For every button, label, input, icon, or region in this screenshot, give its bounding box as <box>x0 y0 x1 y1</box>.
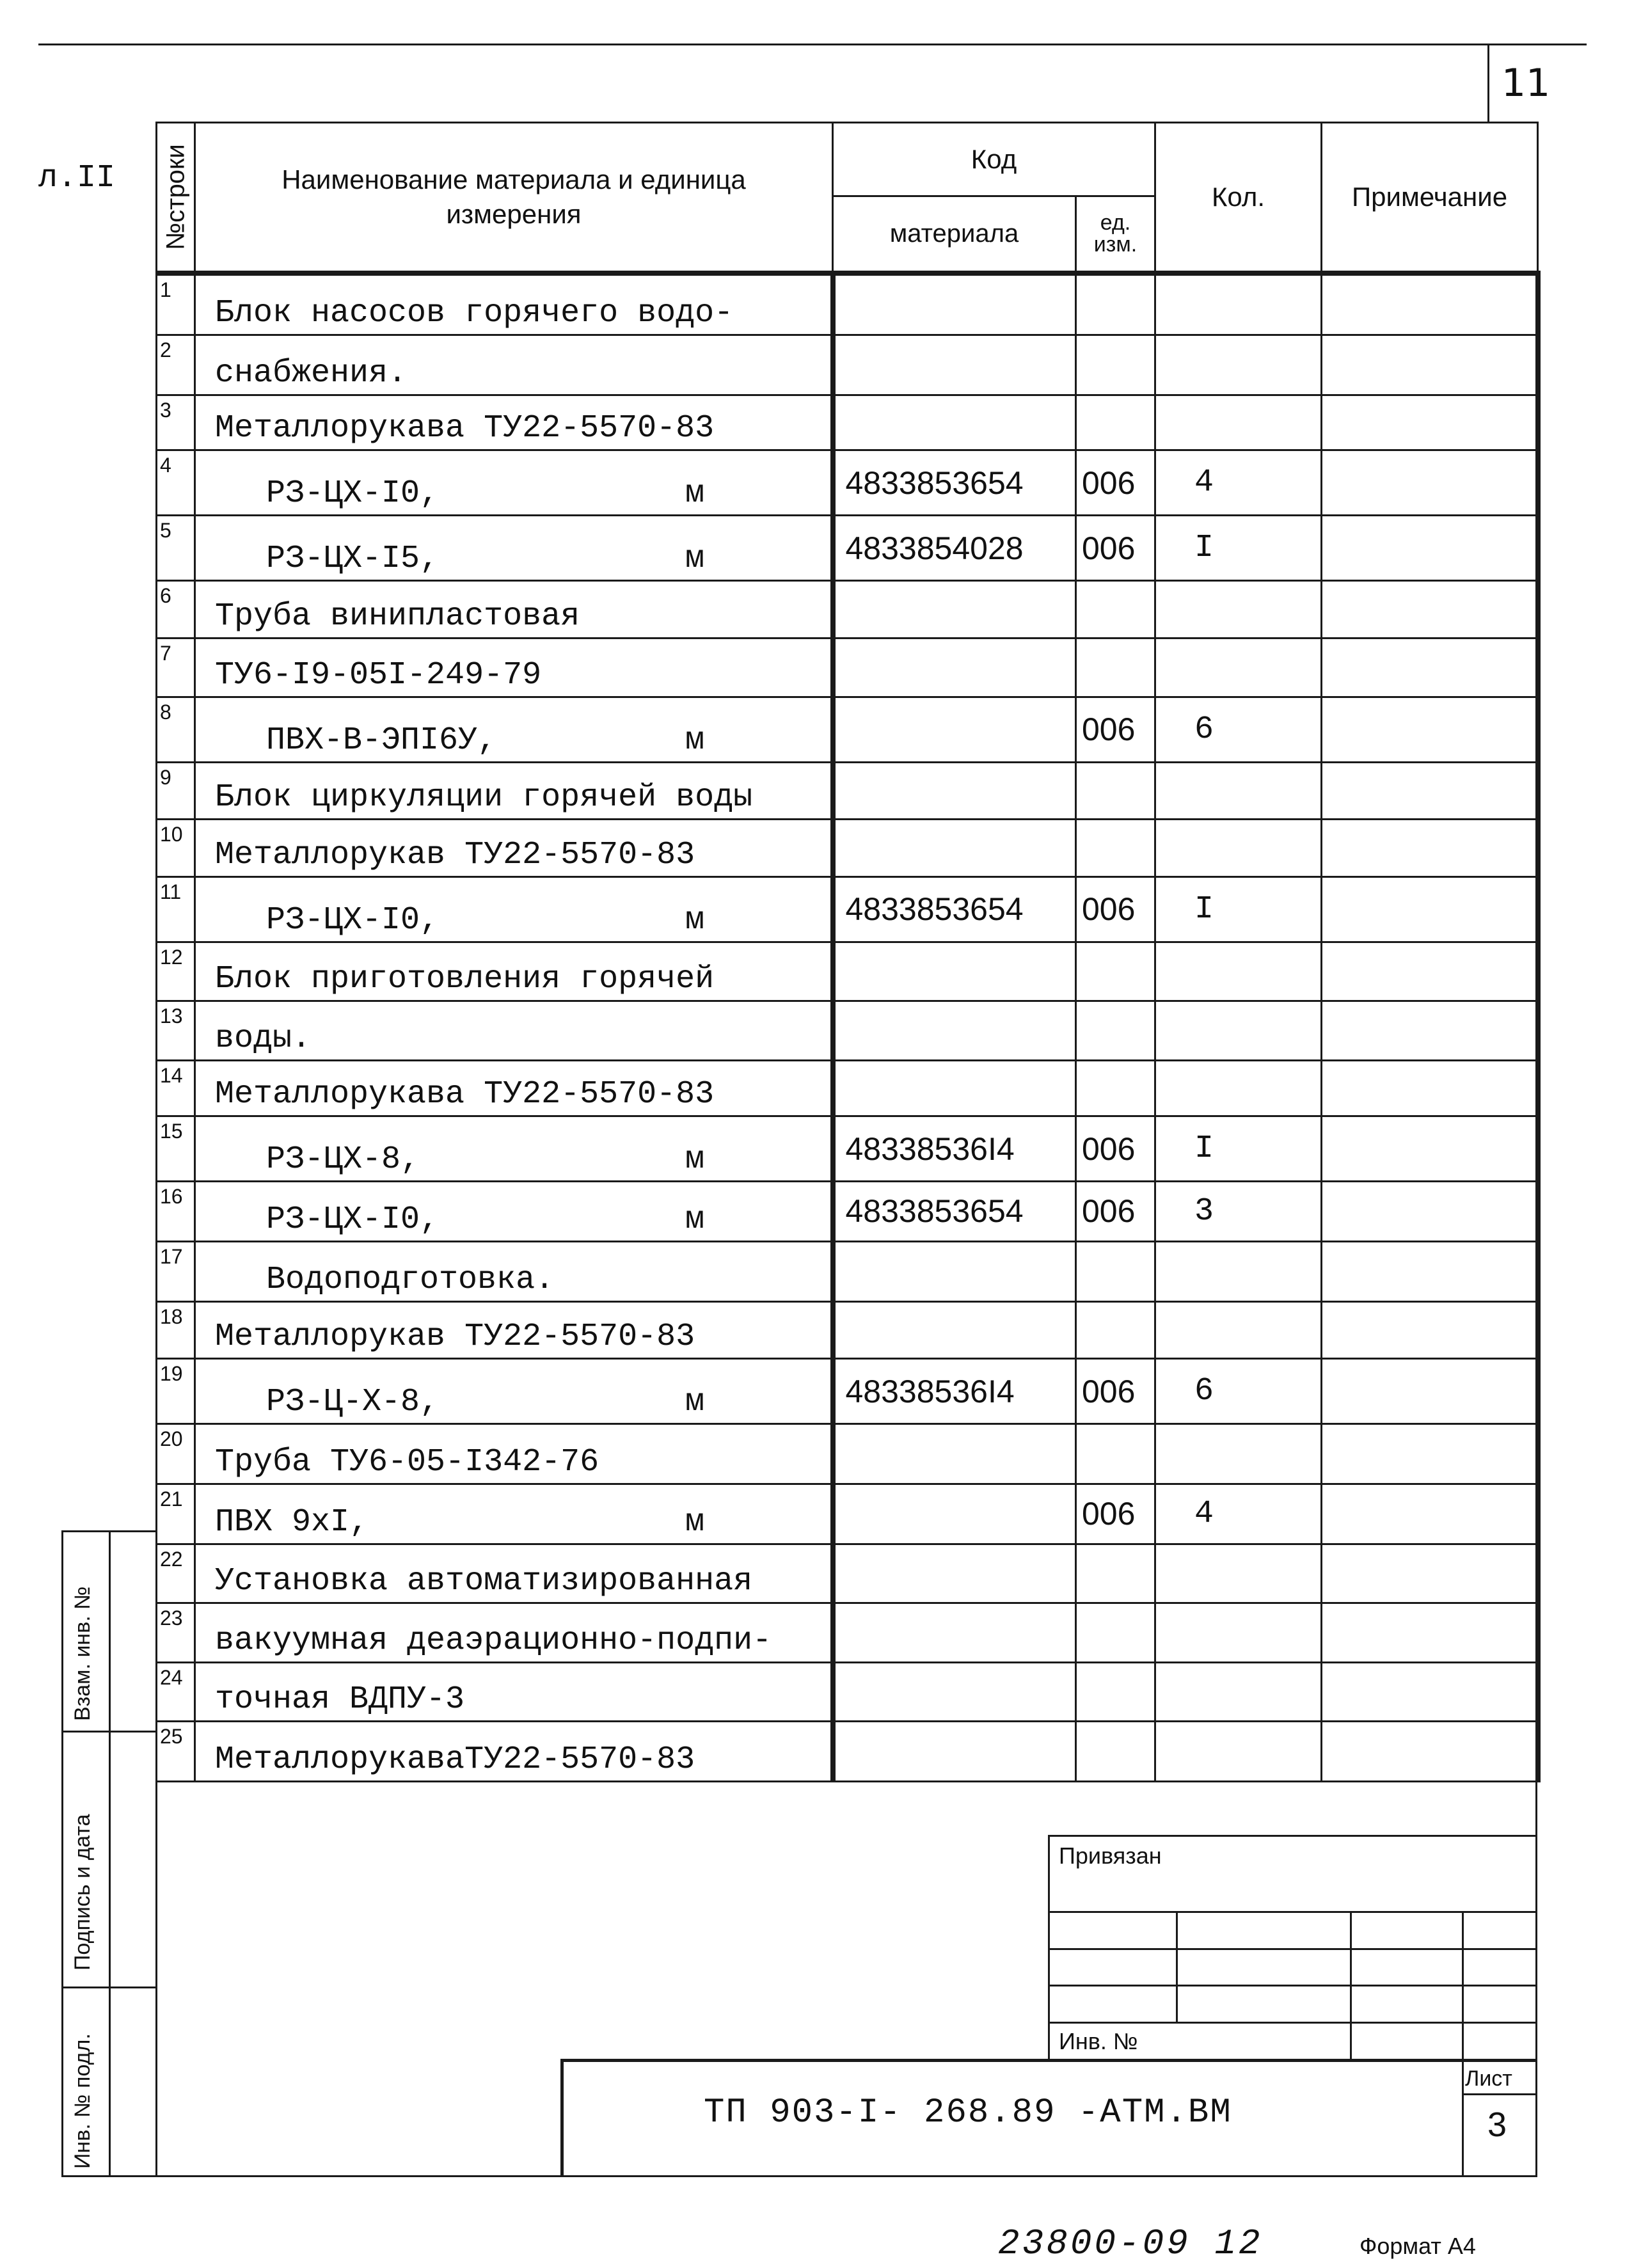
material-name-text: РЗ-ЦХ-8, <box>266 1141 420 1178</box>
row-number: 4 <box>157 450 195 516</box>
material-unit: м <box>685 1503 705 1541</box>
table-row <box>157 1241 1538 1301</box>
material-name-text: Блок циркуляции горячей воды <box>215 779 753 816</box>
material-code <box>833 1663 1076 1722</box>
sheet-cell-sep <box>1462 2093 1535 2095</box>
note <box>1322 1181 1538 1241</box>
material-name-text: РЗ-ЦХ-I0, <box>266 1201 440 1238</box>
quantity: 6 <box>1155 697 1322 762</box>
row-number: 9 <box>157 762 195 820</box>
table-row <box>157 581 1538 638</box>
note <box>1322 820 1538 877</box>
material-name-text: РЗ-ЦХ-I5, <box>266 541 440 578</box>
quantity <box>1155 942 1322 1001</box>
quantity: I <box>1155 876 1322 942</box>
note <box>1322 942 1538 1001</box>
material-code: 48338536I4 <box>833 1359 1076 1424</box>
table-row <box>157 876 1538 942</box>
table-row <box>157 1116 1538 1182</box>
quantity <box>1155 638 1322 697</box>
sheet-number: 3 <box>1487 2105 1507 2144</box>
material-name <box>195 450 833 516</box>
quantity <box>1155 1001 1322 1061</box>
material-name <box>195 1001 833 1061</box>
note <box>1322 335 1538 395</box>
uom-code: 006 <box>1076 1359 1155 1424</box>
uom-code <box>1076 1722 1155 1782</box>
page-number-divider <box>1487 44 1489 122</box>
material-name-text: Металлорукав ТУ22-5570-83 <box>215 836 695 873</box>
quantity: 4 <box>1155 450 1322 516</box>
material-name-text: Блок приготовления горячей <box>215 960 715 997</box>
row-number: 8 <box>157 697 195 762</box>
row-number: 14 <box>157 1061 195 1116</box>
material-unit: м <box>685 1141 705 1178</box>
material-name <box>195 1301 833 1359</box>
material-code <box>833 1722 1076 1782</box>
material-code <box>833 335 1076 395</box>
attached-label: Привязан <box>1059 1843 1162 1869</box>
attached-top-line <box>1048 1835 1535 1837</box>
material-name-text: РЗ-Ц-Х-8, <box>266 1384 440 1421</box>
note <box>1322 762 1538 820</box>
quantity <box>1155 581 1322 638</box>
material-code <box>833 942 1076 1001</box>
row-number: 18 <box>157 1301 195 1359</box>
material-name-text: МеталлорукаваТУ22-5570-83 <box>215 1741 695 1778</box>
uom-code <box>1076 1603 1155 1663</box>
table-row <box>157 697 1538 762</box>
material-name <box>195 942 833 1001</box>
material-name-text: Металлорукава ТУ22-5570-83 <box>215 1076 715 1113</box>
row-number: 5 <box>157 516 195 581</box>
table-header <box>157 123 1538 273</box>
uom-code: 006 <box>1076 1181 1155 1241</box>
quantity <box>1155 1603 1322 1663</box>
quantity <box>1155 762 1322 820</box>
material-name-text: Металлорукав ТУ22-5570-83 <box>215 1319 695 1356</box>
header-qty: Кол. <box>1155 123 1322 273</box>
row-number: 2 <box>157 335 195 395</box>
table-row <box>157 516 1538 581</box>
header-material-code: материала <box>833 196 1076 273</box>
quantity: 3 <box>1155 1181 1322 1241</box>
table-row <box>157 335 1538 395</box>
quantity <box>1155 1301 1322 1359</box>
material-name <box>195 581 833 638</box>
uom-code <box>1076 335 1155 395</box>
row-number: 16 <box>157 1181 195 1241</box>
material-unit: м <box>685 901 705 939</box>
row-number: 21 <box>157 1484 195 1544</box>
table-row <box>157 1001 1538 1061</box>
material-code <box>833 395 1076 450</box>
quantity <box>1155 1241 1322 1301</box>
table-row <box>157 1301 1538 1359</box>
material-name <box>195 516 833 581</box>
inv-no-label: Инв. № <box>1059 2028 1138 2054</box>
material-code <box>833 1424 1076 1484</box>
sheet-cell-left-line <box>1462 2059 1464 2177</box>
note <box>1322 876 1538 942</box>
note <box>1322 1603 1538 1663</box>
material-unit: м <box>685 475 705 512</box>
table-row <box>157 450 1538 516</box>
material-code <box>833 762 1076 820</box>
stamp-top-line <box>61 1530 157 1532</box>
replace-inv-label: Взам. инв. № <box>70 1586 95 1721</box>
uom-code <box>1076 820 1155 877</box>
header-row-number: №строки <box>157 123 195 273</box>
quantity <box>1155 1722 1322 1782</box>
material-code <box>833 1241 1076 1301</box>
material-name <box>195 335 833 395</box>
quantity <box>1155 395 1322 450</box>
uom-code <box>1076 273 1155 335</box>
material-code: 48338536I4 <box>833 1116 1076 1182</box>
row-number: 7 <box>157 638 195 697</box>
material-name <box>195 395 833 450</box>
material-code <box>833 1603 1076 1663</box>
table-row <box>157 1061 1538 1116</box>
note <box>1322 450 1538 516</box>
note <box>1322 697 1538 762</box>
table-row <box>157 1544 1538 1603</box>
sheet-label: Лист <box>1465 2066 1512 2091</box>
material-code <box>833 1544 1076 1603</box>
quantity: 4 <box>1155 1484 1322 1544</box>
attached-col-2 <box>1350 1911 1352 2059</box>
material-name-text: РЗ-ЦХ-I0, <box>266 475 440 512</box>
header-code: Код <box>833 123 1155 196</box>
material-code <box>833 1484 1076 1544</box>
code-block-top-line <box>560 2059 1535 2062</box>
table-row <box>157 762 1538 820</box>
note <box>1322 1663 1538 1722</box>
note <box>1322 516 1538 581</box>
quantity: 6 <box>1155 1359 1322 1424</box>
material-name <box>195 762 833 820</box>
material-code: 4833853654 <box>833 1181 1076 1241</box>
uom-code <box>1076 638 1155 697</box>
note <box>1322 1424 1538 1484</box>
material-code <box>833 1301 1076 1359</box>
table-row <box>157 1484 1538 1544</box>
row-number: 25 <box>157 1722 195 1782</box>
uom-code <box>1076 762 1155 820</box>
material-name <box>195 1061 833 1116</box>
uom-code <box>1076 942 1155 1001</box>
note <box>1322 1484 1538 1544</box>
row-number: 17 <box>157 1241 195 1301</box>
table-body <box>157 273 1538 1782</box>
uom-code: 006 <box>1076 450 1155 516</box>
material-code <box>833 1001 1076 1061</box>
uom-code <box>1076 1544 1155 1603</box>
uom-code <box>1076 1241 1155 1301</box>
stamp-mid-line <box>109 1530 111 2177</box>
row-number: 20 <box>157 1424 195 1484</box>
stamp-sep-1 <box>61 1731 157 1733</box>
material-code: 4833853654 <box>833 450 1076 516</box>
note <box>1322 1359 1538 1424</box>
material-code <box>833 820 1076 877</box>
uom-code <box>1076 1424 1155 1484</box>
table-row <box>157 820 1538 877</box>
frame-bottom-line <box>155 2175 1537 2177</box>
material-name <box>195 1424 833 1484</box>
uom-code: 006 <box>1076 697 1155 762</box>
attached-left-line <box>1048 1835 1050 2059</box>
material-name <box>195 1116 833 1182</box>
row-number: 10 <box>157 820 195 877</box>
row-number: 3 <box>157 395 195 450</box>
material-code <box>833 273 1076 335</box>
material-name <box>195 1181 833 1241</box>
row-number: 1 <box>157 273 195 335</box>
material-name-text: ТУ6-I9-05I-249-79 <box>215 656 542 694</box>
material-name <box>195 697 833 762</box>
uom-code: 006 <box>1076 1116 1155 1182</box>
material-name <box>195 1544 833 1603</box>
material-unit: м <box>685 1384 705 1421</box>
quantity <box>1155 273 1322 335</box>
material-name-text: Водоподготовка. <box>266 1261 555 1298</box>
material-code: 4833853654 <box>833 876 1076 942</box>
material-name-text: РЗ-ЦХ-I0, <box>266 901 440 939</box>
quantity <box>1155 1061 1322 1116</box>
table-label: л.II <box>38 160 116 196</box>
stamp-bottom-line <box>61 2175 157 2177</box>
material-name-text: Металлорукава ТУ22-5570-83 <box>215 410 715 447</box>
table-row <box>157 1359 1538 1424</box>
attached-col-3 <box>1462 1911 1464 2059</box>
material-name <box>195 1603 833 1663</box>
material-name-text: воды. <box>215 1020 312 1058</box>
row-number: 11 <box>157 876 195 942</box>
code-block-left-line <box>560 2059 564 2177</box>
table-row <box>157 942 1538 1001</box>
material-code <box>833 1061 1076 1116</box>
row-number: 6 <box>157 581 195 638</box>
quantity: I <box>1155 1116 1322 1182</box>
table-row <box>157 395 1538 450</box>
note <box>1322 581 1538 638</box>
quantity <box>1155 1663 1322 1722</box>
table-row <box>157 1181 1538 1241</box>
row-number: 22 <box>157 1544 195 1603</box>
material-name <box>195 638 833 697</box>
table-row <box>157 273 1538 335</box>
note <box>1322 1116 1538 1182</box>
document-code: ТП 903-I- 268.89 -АТМ.ВМ <box>704 2093 1232 2132</box>
uom-code: 006 <box>1076 516 1155 581</box>
row-number: 12 <box>157 942 195 1001</box>
top-rule <box>38 44 1587 45</box>
attached-col-1 <box>1176 1911 1178 2022</box>
header-uom: ед. изм. <box>1076 196 1155 273</box>
material-code <box>833 581 1076 638</box>
note <box>1322 395 1538 450</box>
quantity <box>1155 1424 1322 1484</box>
frame-right-line <box>1535 1782 1537 2177</box>
uom-code <box>1076 581 1155 638</box>
header-note: Примечание <box>1322 123 1538 273</box>
row-number: 23 <box>157 1603 195 1663</box>
note <box>1322 1301 1538 1359</box>
material-unit: м <box>685 1201 705 1238</box>
uom-code <box>1076 1301 1155 1359</box>
table-row <box>157 638 1538 697</box>
material-name-text: Труба винипластовая <box>215 598 580 635</box>
row-number: 13 <box>157 1001 195 1061</box>
material-code: 4833854028 <box>833 516 1076 581</box>
material-name-text: Блок насосов горячего водо- <box>215 294 734 331</box>
material-name-text: Установка автоматизированная <box>215 1562 753 1599</box>
quantity <box>1155 820 1322 877</box>
material-name <box>195 1663 833 1722</box>
note <box>1322 638 1538 697</box>
material-name-text: Труба ТУ6-05-I342-76 <box>215 1443 599 1480</box>
uom-code: 006 <box>1076 876 1155 942</box>
row-number: 24 <box>157 1663 195 1722</box>
material-name-text: снабжения. <box>215 354 408 392</box>
uom-code <box>1076 1061 1155 1116</box>
format-label: Формат А4 <box>1359 2233 1476 2259</box>
material-name <box>195 1484 833 1544</box>
page-number: 11 <box>1501 61 1551 106</box>
material-unit: м <box>685 722 705 759</box>
material-name <box>195 820 833 877</box>
material-code <box>833 638 1076 697</box>
stamp-right-line <box>155 1530 157 2177</box>
signature-date-label: Подпись и дата <box>70 1814 95 1971</box>
quantity: I <box>1155 516 1322 581</box>
material-name <box>195 1359 833 1424</box>
uom-code <box>1076 1663 1155 1722</box>
quantity <box>1155 335 1322 395</box>
archive-number: 23800-09 12 <box>998 2223 1263 2264</box>
note <box>1322 1722 1538 1782</box>
table-row <box>157 1603 1538 1663</box>
material-name-text: ПВХ-В-ЭПI6У, <box>266 722 497 759</box>
inv-original-label: Инв. № подл. <box>70 2033 95 2169</box>
uom-code <box>1076 1001 1155 1061</box>
table-row <box>157 1722 1538 1782</box>
stamp-sep-2 <box>61 1986 157 1988</box>
materials-table <box>155 122 1541 1782</box>
material-name <box>195 273 833 335</box>
header-name: Наименование материала и единица измерения <box>195 123 833 273</box>
note <box>1322 1061 1538 1116</box>
material-name-text: точная ВДПУ-3 <box>215 1681 465 1718</box>
row-number: 15 <box>157 1116 195 1182</box>
quantity <box>1155 1544 1322 1603</box>
note <box>1322 1241 1538 1301</box>
table-row <box>157 1663 1538 1722</box>
material-name <box>195 1722 833 1782</box>
row-number: 19 <box>157 1359 195 1424</box>
uom-code: 006 <box>1076 1484 1155 1544</box>
material-name-text: ПВХ 9хI, <box>215 1503 369 1541</box>
table-row <box>157 1424 1538 1484</box>
material-name-text: вакуумная деаэрационно-подпи- <box>215 1622 772 1660</box>
material-unit: м <box>685 541 705 578</box>
note <box>1322 1544 1538 1603</box>
stamp-left-line <box>61 1530 63 2177</box>
material-name <box>195 1241 833 1301</box>
note <box>1322 1001 1538 1061</box>
material-code <box>833 697 1076 762</box>
uom-code <box>1076 395 1155 450</box>
note <box>1322 273 1538 335</box>
material-name <box>195 876 833 942</box>
